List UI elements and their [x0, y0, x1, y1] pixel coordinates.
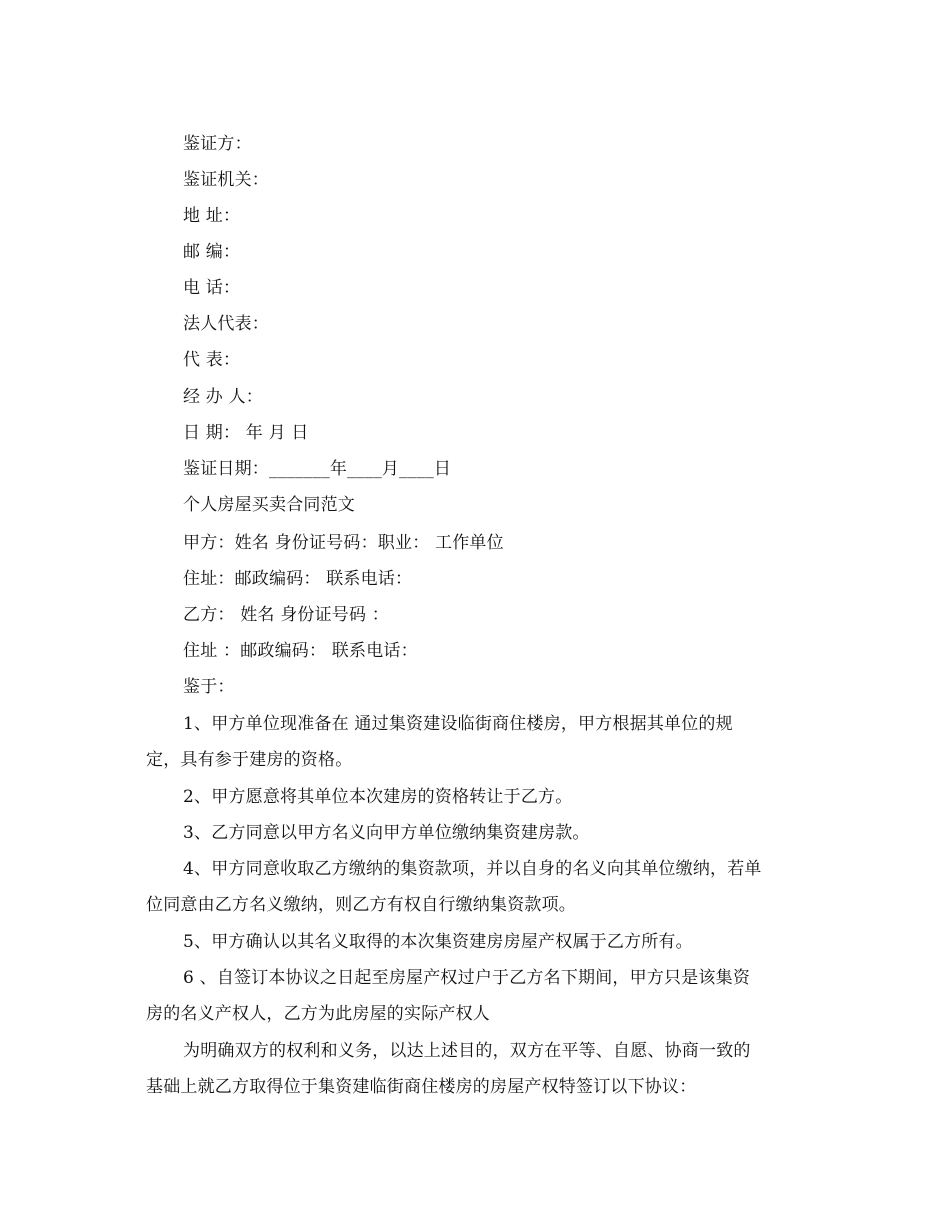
clause-2: 2、甲方愿意将其单位本次建房的资格转让于乙方。 — [183, 787, 573, 807]
clause-4-line-2: 位同意由乙方名义缴纳，则乙方有权自行缴纳集资款项。 — [146, 895, 576, 915]
address-label: 地 址： — [183, 206, 241, 226]
representative-label: 代 表： — [183, 350, 241, 370]
purpose-line-1: 为明确双方的权利和义务，以达上述目的，双方在平等、自愿、协商一致的 — [183, 1041, 751, 1061]
handler-label: 经 办 人： — [183, 387, 264, 407]
clause-1-line-1: 1、甲方单位现准备在 通过集资建设临街商住楼房，甲方根据其单位的规 — [183, 714, 733, 734]
clause-5: 5、甲方确认以其名义取得的本次集资建房房屋产权属于乙方所有。 — [183, 932, 693, 952]
clause-3: 3、乙方同意以甲方名义向甲方单位缴纳集资建房款。 — [183, 823, 590, 843]
verification-date-label: 鉴证日期：_______年____月____日 — [183, 459, 452, 479]
verifying-authority-label: 鉴证机关： — [183, 170, 269, 190]
purpose-line-2: 基础上就乙方取得位于集资建临街商住楼房的房屋产权特签订以下协议： — [146, 1077, 697, 1097]
clause-6-line-2: 房的名义产权人，乙方为此房屋的实际产权人 — [146, 1004, 490, 1024]
section-title: 个人房屋买卖合同范文 — [183, 495, 355, 515]
date-label: 日 期： 年 月 日 — [183, 423, 309, 443]
party-b-address: 住址 ：邮政编码： 联系电话： — [183, 641, 418, 661]
phone-label: 电 话： — [183, 278, 241, 298]
legal-representative-label: 法人代表： — [183, 314, 269, 334]
clause-1-line-2: 定，具有参于建房的资格。 — [146, 750, 353, 770]
party-b-info: 乙方： 姓名 身份证号码 ： — [183, 605, 390, 625]
party-a-info: 甲方：姓名 身份证号码：职业： 工作单位 — [183, 533, 504, 553]
clause-6-line-1: 6 、自签订本协议之日起至房屋产权过户于乙方名下期间，甲方只是该集资 — [183, 968, 751, 988]
whereas-label: 鉴于： — [183, 677, 235, 697]
postcode-label: 邮 编： — [183, 242, 241, 262]
clause-4-line-1: 4、甲方同意收取乙方缴纳的集资款项，并以自身的名义向其单位缴纳，若单 — [183, 859, 762, 879]
party-a-address: 住址：邮政编码： 联系电话： — [183, 569, 413, 589]
verifier-label: 鉴证方： — [183, 134, 252, 154]
